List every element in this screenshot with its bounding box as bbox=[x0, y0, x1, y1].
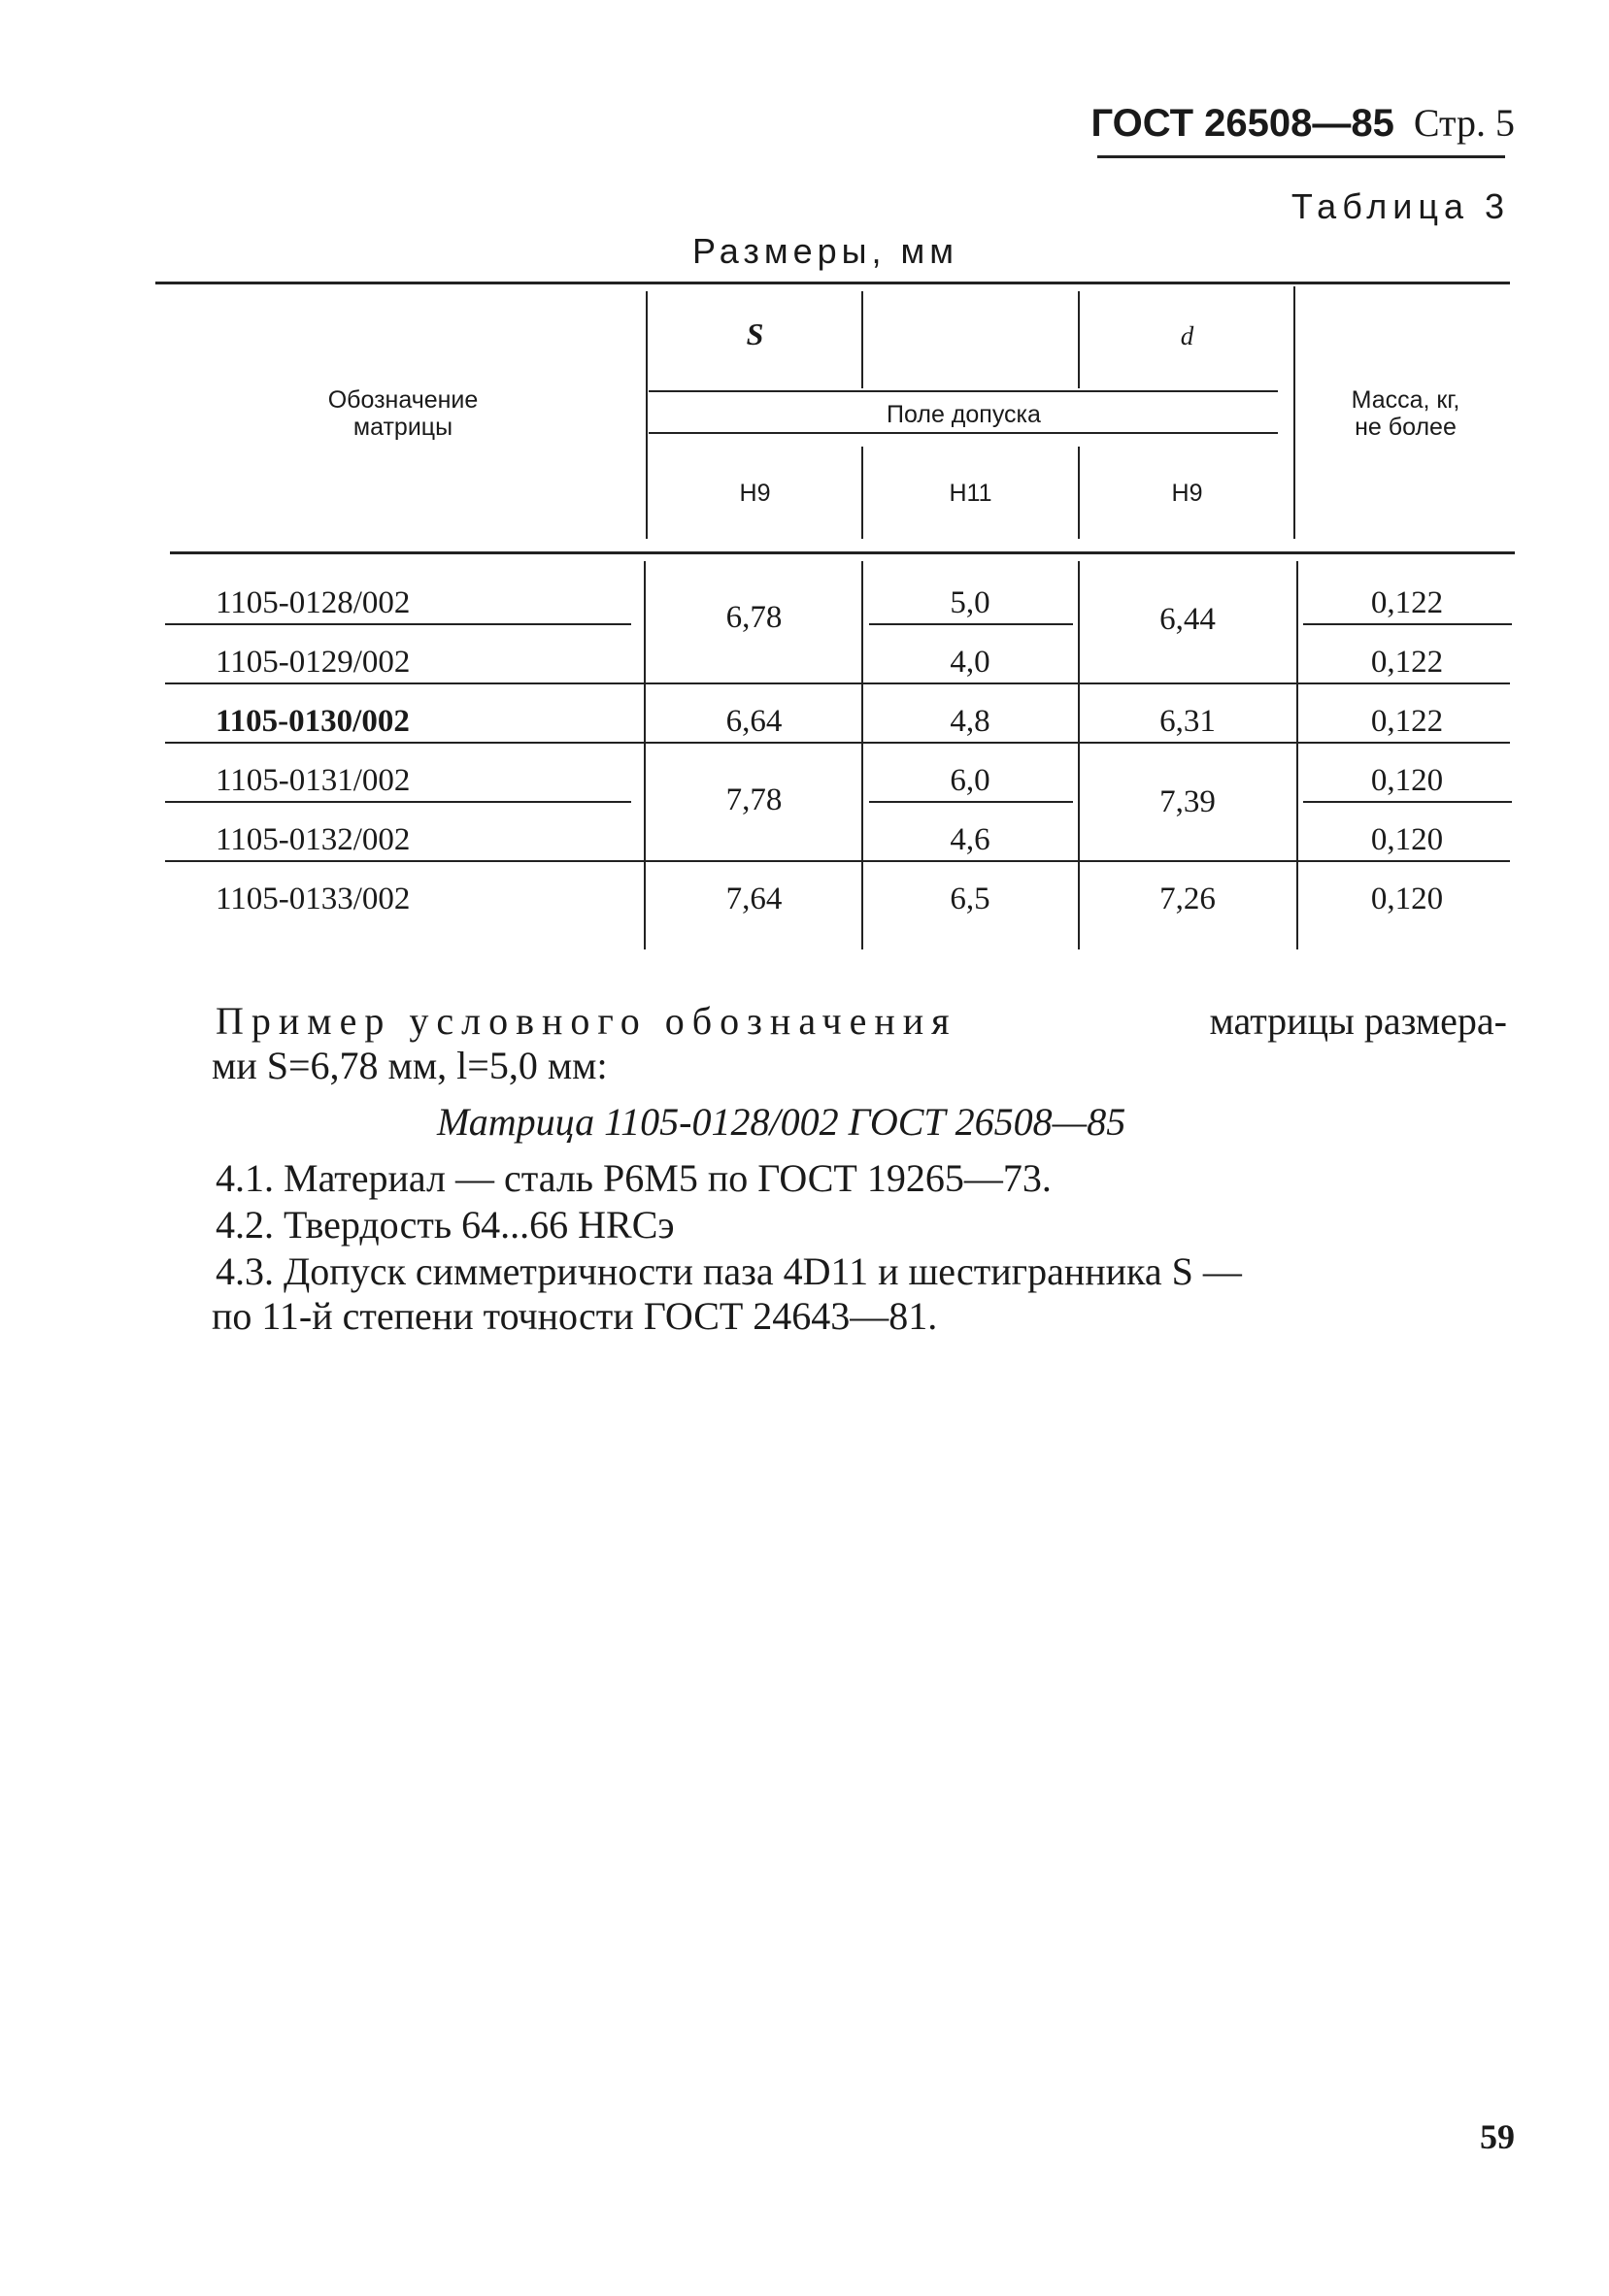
row-sep-2 bbox=[165, 682, 1510, 684]
col-mass-header bbox=[1301, 386, 1510, 441]
table-cell-s: 7,64 bbox=[725, 882, 783, 916]
col-d-header: d bbox=[1180, 321, 1194, 350]
table-cell-l: 4,8 bbox=[950, 704, 990, 739]
body-divider-2 bbox=[861, 561, 863, 949]
table-cell-mass: 0,120 bbox=[1370, 763, 1444, 798]
example-designation: Матрица 1105-0128/002 ГОСТ 26508—85 bbox=[437, 1100, 1126, 1144]
page-label: Стр. 5 bbox=[1413, 101, 1515, 145]
example-lead: Пример условного обозначения bbox=[216, 999, 957, 1043]
col-divider-3-top bbox=[1078, 291, 1080, 388]
row-sep-4-code bbox=[165, 801, 631, 803]
row-sep-5 bbox=[165, 860, 1510, 862]
col-divider-1 bbox=[646, 291, 648, 539]
row-sep-1-l bbox=[869, 623, 1073, 625]
table-cell-code: 1105-0133/002 bbox=[216, 882, 411, 916]
table-cell-l: 6,5 bbox=[950, 882, 990, 916]
standard-number: ГОСТ 26508—85 bbox=[1090, 102, 1394, 145]
col-divider-4 bbox=[1293, 286, 1295, 539]
row-sep-4-l bbox=[869, 801, 1073, 803]
table-cell-s: 7,78 bbox=[725, 782, 783, 817]
table-cell-l: 4,0 bbox=[950, 645, 990, 680]
table-title: Таблица 3 bbox=[1291, 186, 1510, 226]
header-rule-lower bbox=[649, 432, 1278, 434]
clause-4-1: 4.1. Материал — сталь Р6М5 по ГОСТ 19265—73. bbox=[216, 1156, 1052, 1200]
example-line-1 bbox=[216, 1000, 1507, 1043]
col-designation-line-2: матрицы bbox=[352, 414, 453, 441]
row-sep-1-code bbox=[165, 623, 631, 625]
table-cell-d: 7,39 bbox=[1159, 784, 1216, 819]
col-designation-line-1: Обозначение bbox=[327, 386, 479, 414]
table-cell-d: 6,31 bbox=[1159, 704, 1216, 739]
tolerance-s: H9 bbox=[739, 480, 771, 507]
col-s-header: S bbox=[746, 316, 764, 351]
table-cell-code: 1105-0130/002 bbox=[216, 704, 410, 739]
header-rule-upper bbox=[649, 390, 1278, 392]
row-sep-3 bbox=[165, 742, 1510, 744]
col-mass-line-1: Масса, кг, bbox=[1351, 386, 1460, 414]
table-cell-s: 6,78 bbox=[725, 600, 783, 635]
table-cell-code: 1105-0132/002 bbox=[216, 822, 411, 857]
body-divider-1 bbox=[644, 561, 646, 949]
col-divider-2-top bbox=[861, 291, 863, 388]
body-divider-4 bbox=[1296, 561, 1298, 949]
table-top-rule bbox=[155, 282, 1510, 284]
col-mass-line-2: не более bbox=[1355, 414, 1457, 441]
table-cell-mass: 0,122 bbox=[1370, 585, 1444, 620]
tolerance-header: Поле допуска bbox=[887, 401, 1041, 428]
table-cell-mass: 0,122 bbox=[1370, 645, 1444, 680]
col-designation-header bbox=[175, 386, 631, 441]
header-bottom-rule bbox=[170, 551, 1515, 554]
table-cell-s: 6,64 bbox=[725, 704, 783, 739]
clause-4-2: 4.2. Твердость 64...66 HRCэ bbox=[216, 1203, 675, 1247]
example-line-2: ми S=6,78 мм, l=5,0 мм: bbox=[212, 1044, 608, 1087]
tolerance-d: H9 bbox=[1171, 480, 1203, 507]
table-subtitle: Размеры, мм bbox=[691, 231, 959, 271]
page-number: 59 bbox=[1480, 2117, 1515, 2156]
clause-4-3-cont: по 11-й степени точности ГОСТ 24643—81. bbox=[212, 1294, 938, 1338]
example-tail: матрицы размера- bbox=[1209, 999, 1507, 1043]
table-cell-d: 7,26 bbox=[1159, 882, 1216, 916]
row-sep-4-mass bbox=[1303, 801, 1512, 803]
table-cell-code: 1105-0129/002 bbox=[216, 645, 411, 680]
tolerance-l: H11 bbox=[949, 480, 992, 507]
col-divider-2-bottom bbox=[861, 447, 863, 539]
page-header bbox=[1088, 100, 1515, 146]
table-cell-mass: 0,122 bbox=[1370, 704, 1444, 739]
table-cell-l: 5,0 bbox=[950, 585, 990, 620]
header-rule bbox=[1097, 155, 1505, 158]
table-cell-code: 1105-0128/002 bbox=[216, 585, 411, 620]
table-cell-d: 6,44 bbox=[1159, 602, 1216, 637]
clause-4-3: 4.3. Допуск симметричности паза 4D11 и шестигранника S — bbox=[216, 1249, 1242, 1293]
table-cell-code: 1105-0131/002 bbox=[216, 763, 411, 798]
table-cell-mass: 0,120 bbox=[1370, 822, 1444, 857]
table-cell-l: 6,0 bbox=[950, 763, 990, 798]
table-cell-l: 4,6 bbox=[950, 822, 990, 857]
row-sep-1-mass bbox=[1303, 623, 1512, 625]
body-divider-3 bbox=[1078, 561, 1080, 949]
col-divider-3-bottom bbox=[1078, 447, 1080, 539]
table-cell-mass: 0,120 bbox=[1370, 882, 1444, 916]
